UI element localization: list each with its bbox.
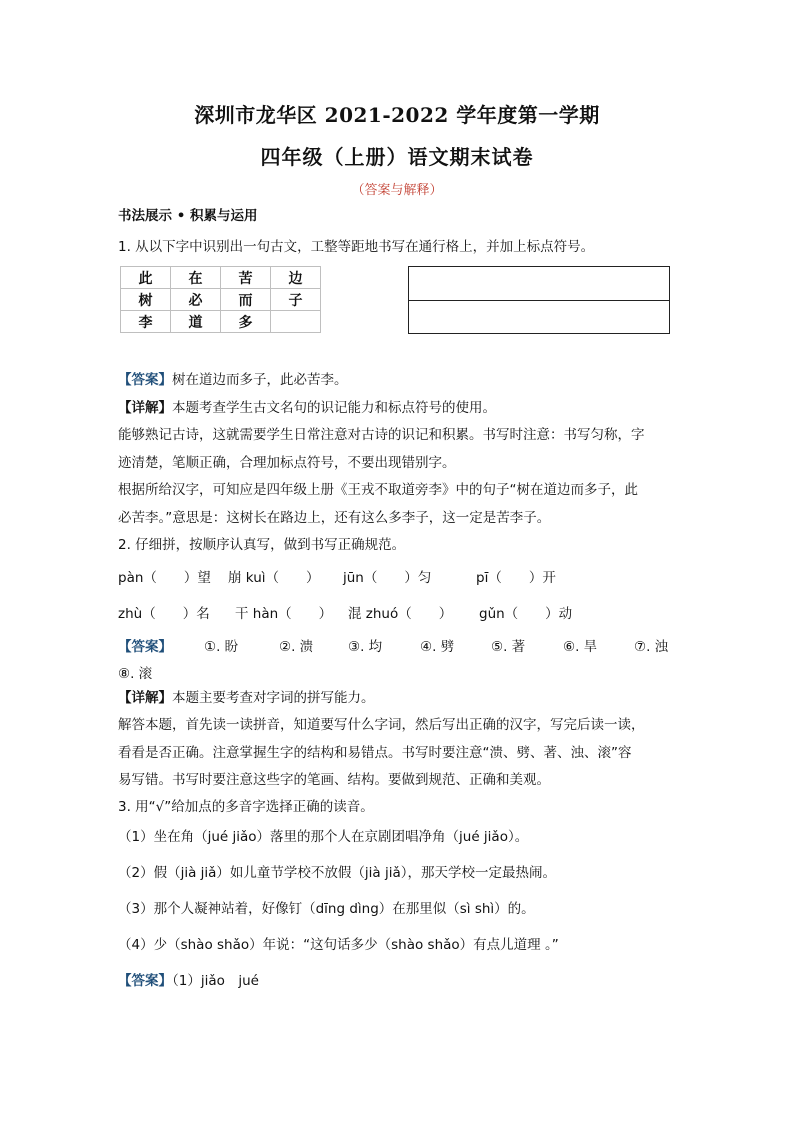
grid-cell: 此 [121, 267, 171, 289]
grid-cell: 边 [271, 267, 321, 289]
grid-cell: 苦 [221, 267, 271, 289]
q1-detail-line: 根据所给汉字，可知应是四年级上册《王戎不取道旁李》中的句子“树在道边而多子，此 [118, 482, 638, 498]
pinyin-item: pàn（ ）望 [118, 570, 211, 586]
grid-cell: 而 [221, 289, 271, 311]
q3-item: （4）少（shào shǎo）年说：“这句话多少（shào shǎo）有点儿道理 。” [118, 937, 559, 953]
q1-answer [118, 371, 348, 389]
answer-item: ⑦. 浊 [634, 639, 669, 655]
exam-subtitle: 四年级（上册）语文期末试卷 [260, 145, 534, 169]
grid-row [121, 289, 321, 311]
grid-cell: 在 [171, 267, 221, 289]
pinyin-item: 干 hàn（ ） [235, 606, 333, 622]
grid-cell: 道 [171, 311, 221, 333]
grid-row [121, 267, 321, 289]
writing-box [408, 266, 670, 334]
section-heading: 书法展示 • 积累与运用 [118, 208, 258, 224]
pinyin-item: 崩 kuì（ ） [228, 570, 320, 586]
pinyin-item: gǔn（ ）动 [479, 606, 573, 622]
answer-item: ⑥. 旱 [563, 639, 598, 655]
character-grid [120, 266, 321, 333]
grid-cell: 子 [271, 289, 321, 311]
q1-detail-line: 能够熟记古诗，这就需要学生日常注意对古诗的识记和积累。书写时注意：书写匀称，字 [118, 427, 645, 443]
writing-box-divider [409, 300, 669, 301]
answer-item: ④. 劈 [420, 639, 455, 655]
exam-title: 深圳市龙华区 2021-2022 学年度第一学期 [194, 103, 600, 127]
answer-tag: 【答案】 [118, 372, 172, 388]
answer-item: ①. 盼 [204, 639, 239, 655]
q1-detail-line: 必苦李。”意思是：这树长在路边上，还有这么多李子，这一定是苦李子。 [118, 510, 551, 526]
pinyin-item: jūn（ ）匀 [343, 570, 432, 586]
answer-text: 树在道边而多子，此必苦李。 [172, 372, 348, 388]
grid-cell: 必 [171, 289, 221, 311]
answer-item: ③. 均 [348, 639, 383, 655]
grid-cell: 多 [221, 311, 271, 333]
answer-text: （1）jiǎo jué [172, 973, 259, 989]
q1-prompt: 1. 从以下字中识别出一句古文，工整等距地书写在通行格上，并加上标点符号。 [118, 239, 595, 255]
q2-detail-line: 看看是否正确。注意掌握生字的结构和易错点。书写时要注意“溃、劈、著、浊、滚”容 [118, 745, 632, 761]
q3-item: （3）那个人凝神站着，好像钉（dīng dìng）在那里似（sì shì）的。 [118, 901, 535, 917]
pinyin-item: 混 zhuó（ ） [348, 606, 453, 622]
pinyin-item: pī（ ）开 [476, 570, 556, 586]
pinyin-item: zhù（ ）名 [118, 606, 210, 622]
q3-prompt: 3. 用“√”给加点的多音字选择正确的读音。 [118, 799, 374, 815]
detail-text: 本题考查学生古文名句的识记能力和标点符号的使用。 [172, 400, 496, 416]
q1-detail-line: 迹清楚，笔顺正确，合理加标点符号，不要出现错别字。 [118, 455, 456, 471]
q3-answer [118, 972, 259, 990]
answer-key-note: （答案与解释） [351, 183, 443, 198]
q1-detail [118, 399, 496, 417]
answer-tag: 【答案】 [118, 639, 172, 655]
answer-tag: 【答案】 [118, 973, 172, 989]
detail-tag: 【详解】 [118, 400, 172, 416]
q2-detail-line: 解答本题，首先读一读拼音，知道要写什么字词，然后写出正确的汉字，写完后读一读， [118, 717, 645, 733]
grid-cell: 李 [121, 311, 171, 333]
grid-cell [271, 311, 321, 333]
q2-detail-line: 易写错。书写时要注意这些字的笔画、结构。要做到规范、正确和美观。 [118, 772, 550, 788]
grid-row [121, 311, 321, 333]
q3-item: （2）假（jià jiǎ）如儿童节学校不放假（jià jiǎ），那天学校一定最热闹。 [118, 865, 557, 881]
q2-prompt: 2. 仔细拼，按顺序认真写，做到书写正确规范。 [118, 537, 406, 553]
answer-item: ⑧. 滚 [118, 666, 153, 682]
answer-item: ⑤. 著 [491, 639, 526, 655]
detail-text: 本题主要考查对字词的拼写能力。 [172, 690, 375, 706]
q3-item: （1）坐在角（jué jiǎo）落里的那个人在京剧团唱净角（jué jiǎo）。 [118, 829, 529, 845]
q2-detail [118, 689, 375, 707]
grid-cell: 树 [121, 289, 171, 311]
detail-tag: 【详解】 [118, 690, 172, 706]
answer-item: ②. 溃 [279, 639, 314, 655]
